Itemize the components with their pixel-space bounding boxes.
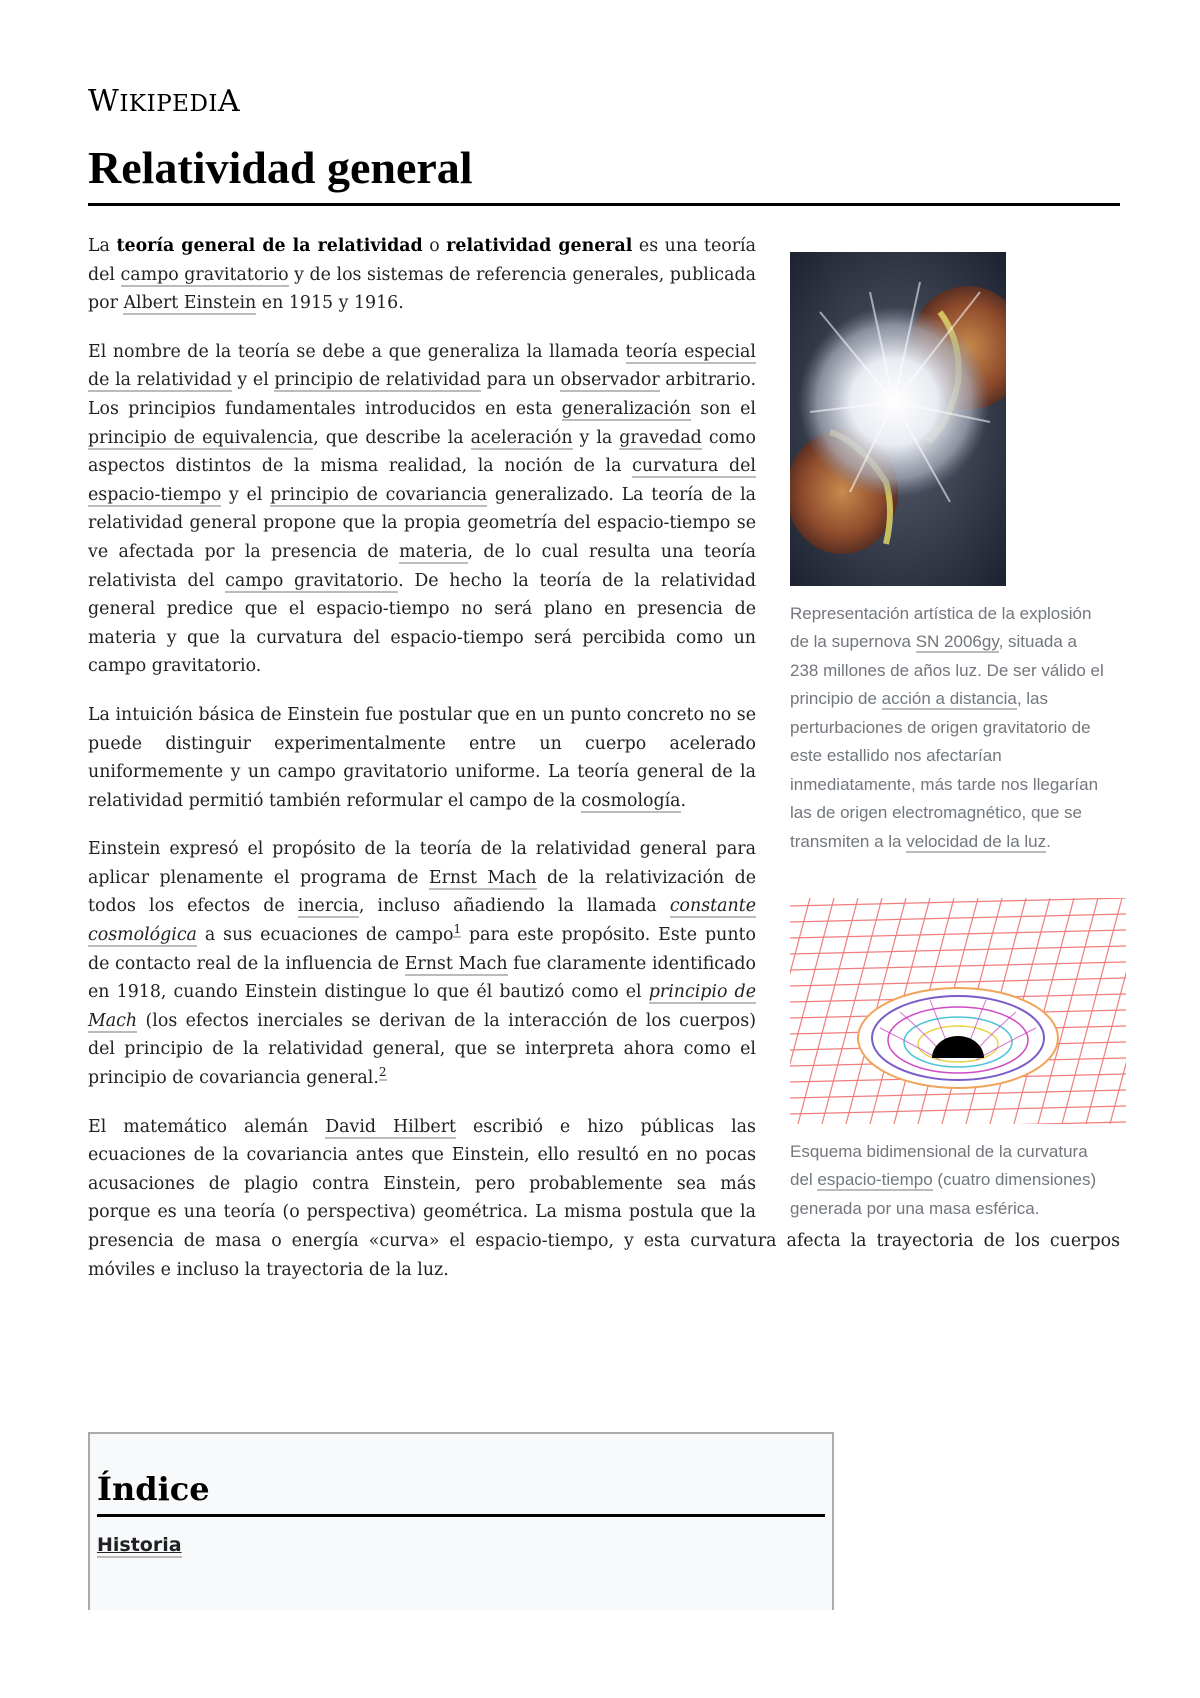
link-generalizacion[interactable]: generalización	[561, 398, 691, 419]
paragraph-4: Einstein expresó el propósito de la teoría de la relatividad general para aplicar plenamente el programa de Ernst Mach de la relativización de todos los efectos de inercia, incluso añadiendo la llamada constante cosmológica a sus ecuaciones de campo$^1$ para este propósito. Este punto de contacto real de la influencia de Ernst Mach fue claramente identificado en 1918, cuando Einstein distingue lo que él bautizó como el principio de Mach (los efectos inerciales se derivan de la interacción de los cuerpos) del principio de la relatividad general, que se interpreta ahora como el principio de covariancia general.$^2$	[88, 839, 757, 1089]
toc-heading: Índice	[97, 1470, 825, 1517]
link-principio-de-mach[interactable]: principio de Mach	[88, 982, 756, 1031]
link-gravedad[interactable]: gravedad	[619, 427, 702, 448]
paragraph-5: El matemático alemán David Hilbert escribió e hizo públicas las ecuaciones de la covariancia antes que Einstein, ello resultó en no pocas acusaciones de plagio contra Einstein, pero probablemente sea más porque es una teoría (o perspectiva) geométrica. La misma postula que la presencia de masa o energía «curva» el espacio-tiempo, y esta curvatura afecta la trayectoria de los cuerpos móviles e incluso la trayectoria de la luz.	[88, 1116, 1120, 1280]
link-principio-de-equivalencia[interactable]: principio de equivalencia	[88, 427, 314, 448]
table-of-contents	[88, 1432, 834, 1610]
link-materia[interactable]: materia	[399, 541, 468, 562]
reference-2[interactable]: 2	[378, 1065, 387, 1080]
toc-item-historia[interactable]: Historia	[97, 1534, 182, 1556]
link-principio-de-covariancia[interactable]: principio de covariancia	[270, 484, 488, 505]
paragraph-2: El nombre de la teoría se debe a que generaliza la llamada teoría especial de la relatividad y el principio de relatividad para un observador arbitrario. Los principios fundamentales introducidos en esta generalización son el principio de equivalencia, que describe la aceleración y la gravedad como aspectos distintos de la misma realidad, la noción de la curvatura del espacio-tiempo y el principio de covariancia generalizado. La teoría de la relatividad general propone que la propia geometría del espacio-tiempo se ve afectada por la presencia de materia, de lo cual resulta una teoría relativista del campo gravitatorio. De hecho la teoría de la relatividad general predice que el espacio-tiempo no será plano en presencia de materia y que la curvatura del espacio-tiempo será percibida como un campo gravitatorio.	[88, 341, 757, 677]
figure-column	[782, 232, 1120, 1223]
link-david-hilbert[interactable]: David Hilbert	[325, 1116, 456, 1137]
link-observador[interactable]: observador	[560, 370, 660, 391]
supernova-caption: Representación artística de la explosión de la supernova SN 2006gy, situada a 238 millones de años luz. De ser válido el principio de acción a distancia, las perturbaciones de origen gravitatorio de este estallido nos afectarían inmediatamente, más tarde nos llegarían las de origen electromagnético, que se transmiten a la velocidad de la luz.	[790, 603, 1104, 851]
link-aceleracion[interactable]: aceleración	[470, 427, 573, 448]
link-ernst-mach-2[interactable]: Ernst Mach	[404, 953, 508, 974]
article-body	[88, 232, 1120, 1304]
paragraph-1: La teoría general de la relatividad o relatividad general es una teoría del campo gravitatorio y de los sistemas de referencia generales, publicada por Albert Einstein en 1915 y 1916.	[88, 236, 756, 314]
link-curvatura-del-espacio-tiempo[interactable]: curvatura del espacio-tiempo	[88, 456, 756, 505]
page-title: Relatividad general	[88, 140, 1120, 206]
link-campo-gravitatorio[interactable]: campo gravitatorio	[120, 264, 289, 285]
spacetime-curvature-image[interactable]	[790, 898, 1126, 1124]
link-principio-de-relatividad[interactable]: principio de relatividad	[274, 370, 481, 391]
link-albert-einstein[interactable]: Albert Einstein	[123, 293, 257, 314]
link-teoria-especial[interactable]: teoría especial de la relatividad	[88, 341, 756, 391]
link-constante-cosmologica[interactable]: constante cosmológica	[88, 896, 756, 946]
reference-1[interactable]: 1	[453, 922, 462, 937]
figure-supernova	[790, 252, 1120, 856]
link-sn-2006gy[interactable]: SN 2006gy	[915, 632, 999, 652]
figure-spacetime	[790, 898, 1120, 1223]
link-cosmologia[interactable]: cosmología	[581, 790, 681, 811]
link-inercia[interactable]: inercia	[297, 896, 359, 917]
wikipedia-logo[interactable]: WIKIPEDIA	[88, 84, 241, 119]
link-campo-gravitatorio-2[interactable]: campo gravitatorio	[225, 570, 399, 591]
link-accion-a-distancia[interactable]: acción a distancia	[881, 689, 1017, 709]
supernova-image[interactable]	[790, 252, 1006, 586]
paragraph-3: La intuición básica de Einstein fue postular que en un punto concreto no se puede distinguir experimentalmente entre un cuerpo acelerado uniformemente y un campo gravitatorio uniforme. La teoría general de la relatividad permitió también reformular el campo de la cosmología.	[88, 704, 756, 811]
link-espacio-tiempo[interactable]: espacio-tiempo	[817, 1170, 933, 1190]
spacetime-caption: Esquema bidimensional de la curvatura del espacio-tiempo (cuatro dimensiones) generada por una masa esférica.	[790, 1141, 1097, 1218]
link-velocidad-de-la-luz[interactable]: velocidad de la luz	[906, 831, 1047, 851]
link-ernst-mach[interactable]: Ernst Mach	[428, 867, 537, 888]
